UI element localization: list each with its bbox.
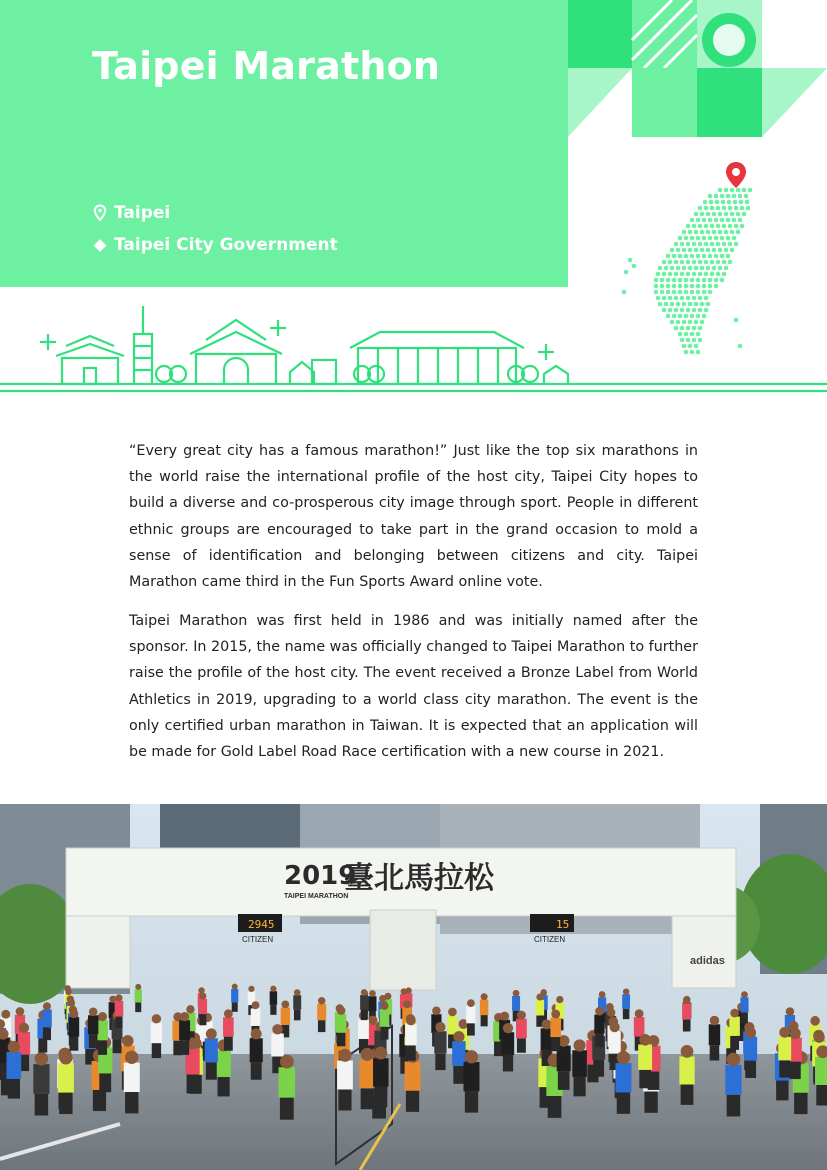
runner [516,1011,527,1053]
runner [270,986,277,1015]
clock-left: 2945 [248,918,275,931]
runner [199,992,207,1025]
runner [97,1012,108,1055]
runner [622,988,630,1019]
race-scene [0,804,827,1170]
map-pin-marker [726,162,746,188]
runner [124,1051,140,1114]
diamond-icon [92,236,108,254]
organizer-row [92,235,338,255]
runner [709,1016,720,1061]
page-title: Taipei Marathon [92,44,441,88]
history-paragraph: Taipei Marathon was first held in 1986 and was initially named after the sponsor. In 2015, the name was officially changed to Taipei Marathon to further raise the profile of the host city. The event received a Bronze Label from World Athletics in 2019, upgrading to a world class city marathon. The event is the only certified urban marathon in Taiwan. It is expected that an application will be made for Gold Label Road Race certification with a new course in 2021. [129,613,698,761]
runner [464,1050,480,1113]
runner [135,984,142,1012]
runner [231,984,238,1012]
runner [42,1002,52,1040]
runner [373,1047,389,1108]
runner [615,1051,631,1114]
runner [550,1010,561,1052]
runner [679,1045,694,1105]
clock-sponsor-right: CITIZEN [534,935,566,944]
runner [594,1007,604,1047]
runner [608,1022,620,1070]
runner [279,1055,296,1120]
runner [151,1014,162,1058]
runner [317,997,326,1032]
location-row [92,203,170,223]
intro-paragraph: “Every great city has a famous marathon!” Just like the top six marathons in the world raise the international profile of the host city, Taipei City hopes to build a diverse and co-prosperous city image through sport. People in different ethnic groups are encouraged to take part in the grand occasion to mold a sense of identification and belonging between citizens and city. Taipei Marathon came third in the Fun Sports Award online vote. [129,443,698,591]
runner [250,1028,263,1079]
runner [778,1027,791,1078]
runner [638,1034,652,1088]
runner [725,1053,741,1117]
runner [360,989,368,1020]
runner [6,1041,21,1099]
runner [336,1006,346,1046]
organizer-label: Taipei City Government [114,235,338,255]
runner [115,994,124,1028]
race-photo [0,804,827,1170]
runner [502,1023,514,1072]
runner [380,1002,390,1040]
runner [729,1009,740,1050]
banner-year: 2019 [284,861,357,891]
runner [359,1048,375,1109]
location-label: Taipei [114,203,171,223]
runner [33,1052,49,1116]
banner-chinese-title: 臺北馬拉松 [344,861,494,896]
geometric-pattern [568,0,827,137]
runner [572,1039,587,1096]
runner [740,991,748,1023]
runner [58,1051,74,1114]
runner [337,1049,353,1111]
runner [179,1012,190,1055]
runner [223,1009,234,1050]
runner [682,997,691,1032]
runner [480,993,488,1026]
runner [205,1028,218,1079]
taipei-skyline [0,296,827,396]
runner [434,1022,446,1070]
runner [88,1007,98,1048]
runner [466,999,475,1035]
runner [405,1016,416,1061]
clock-right: 15 [556,918,570,931]
banner-english-title: TAIPEI MARATHON [284,893,349,900]
runner [69,1009,80,1050]
clock-sponsor-left: CITIZEN [242,935,274,944]
map-pin-icon [92,204,108,222]
runner [744,1027,757,1078]
side-sponsor: adidas [690,955,725,967]
runner [293,989,301,1020]
